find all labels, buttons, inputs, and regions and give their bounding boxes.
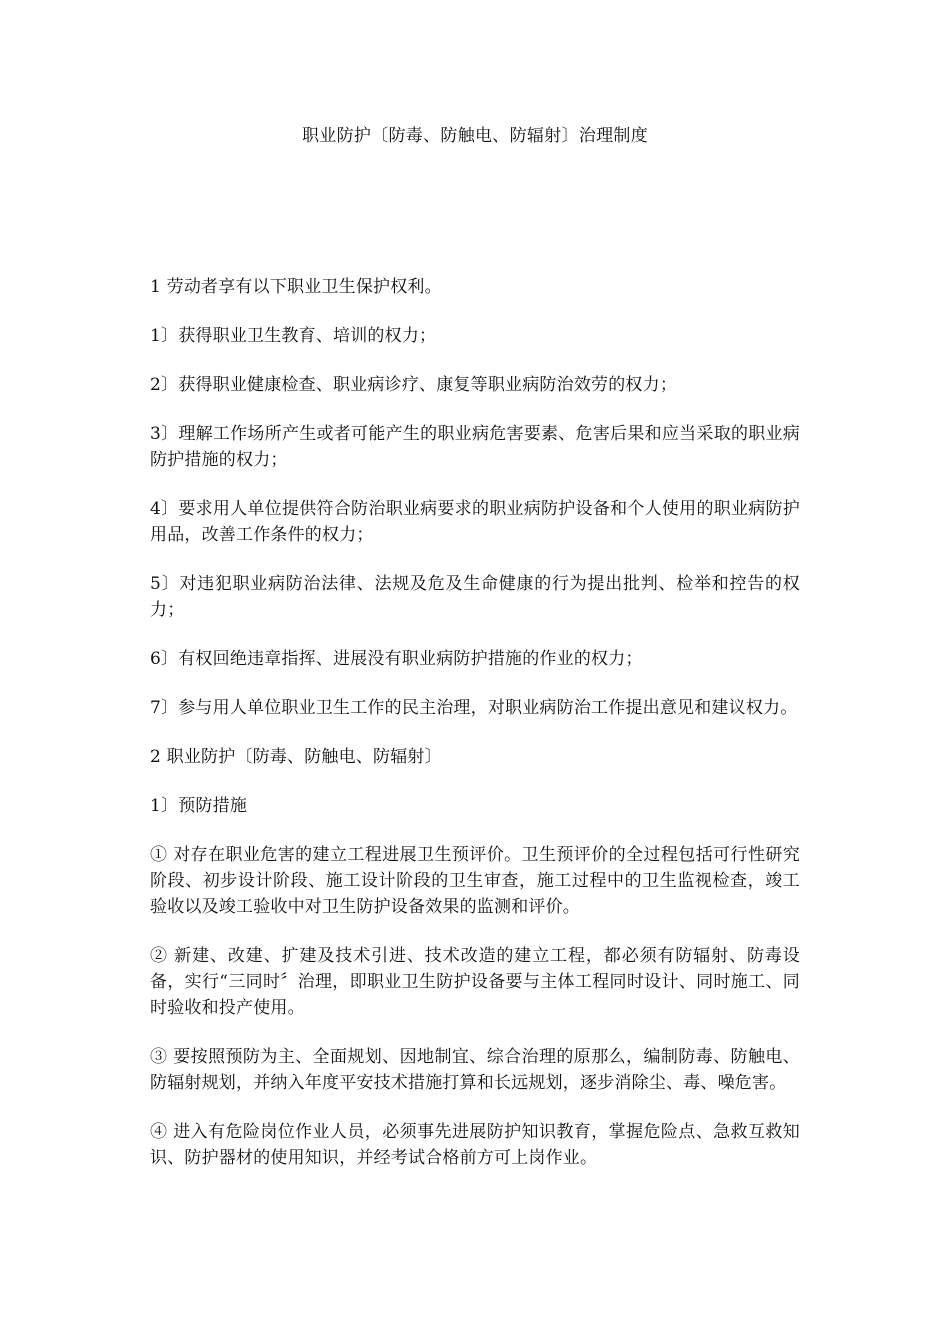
paragraph-measure-1: ① 对存在职业危害的建立工程进展卫生预评价。卫生预评价的全过程包括可行性研究阶段、初步设计阶段、施工设计阶段的卫生审查，施工过程中的卫生监视检查，竣工验收以及竣工验收中对卫生防护设备效果的监测和评价。	[150, 845, 800, 917]
document-title: 职业防护〔防毒、防触电、防辐射〕治理制度	[302, 126, 648, 146]
paragraph-right-6: 6〕有权回绝违章指挥、进展没有职业病防护措施的作业的权力；	[150, 649, 643, 669]
subsection-heading-prevention: 1〕预防措施	[150, 796, 248, 816]
paragraph-measure-2: ② 新建、改建、扩建及技术引进、技术改造的建立工程，都必须有防辐射、防毒设备，实行“三同时〞治理，即职业卫生防护设备要与主体工程同时设计、同时施工、同时验收和投产使用。	[150, 946, 800, 1018]
paragraph-right-5: 5〕对违犯职业病防治法律、法规及危及生命健康的行为提出批判、检举和控告的权力；	[150, 574, 800, 620]
paragraph-measure-3: ③ 要按照预防为主、全面规划、因地制宜、综合治理的原那么，编制防毒、防触电、防辐射规划，并纳入年度平安技术措施打算和长远规划，逐步消除尘、毒、噪危害。	[150, 1047, 800, 1093]
paragraph-right-3: 3〕理解工作场所产生或者可能产生的职业病危害要素、危害后果和应当采取的职业病防护措施的权力；	[150, 424, 800, 470]
paragraph-right-2: 2〕获得职业健康检查、职业病诊疗、康复等职业病防治效劳的权力；	[150, 375, 678, 395]
section-heading-protection: 2 职业防护〔防毒、防触电、防辐射〕	[150, 747, 442, 767]
document-body	[150, 274, 800, 1194]
paragraph-rights-intro: 1 劳动者享有以下职业卫生保护权利。	[150, 277, 442, 297]
paragraph-right-1: 1〕获得职业卫生教育、培训的权力；	[150, 326, 437, 346]
paragraph-measure-4: ④ 进入有危险岗位作业人员，必须事先进展防护知识教育，掌握危险点、急救互救知识、防护器材的使用知识，并经考试合格前方可上岗作业。	[150, 1122, 800, 1168]
paragraph-right-7: 7〕参与用人单位职业卫生工作的民主治理，对职业病防治工作提出意见和建议权力。	[150, 698, 798, 718]
paragraph-right-4: 4〕要求用人单位提供符合防治职业病要求的职业病防护设备和个人使用的职业病防护用品，改善工作条件的权力；	[150, 499, 800, 545]
